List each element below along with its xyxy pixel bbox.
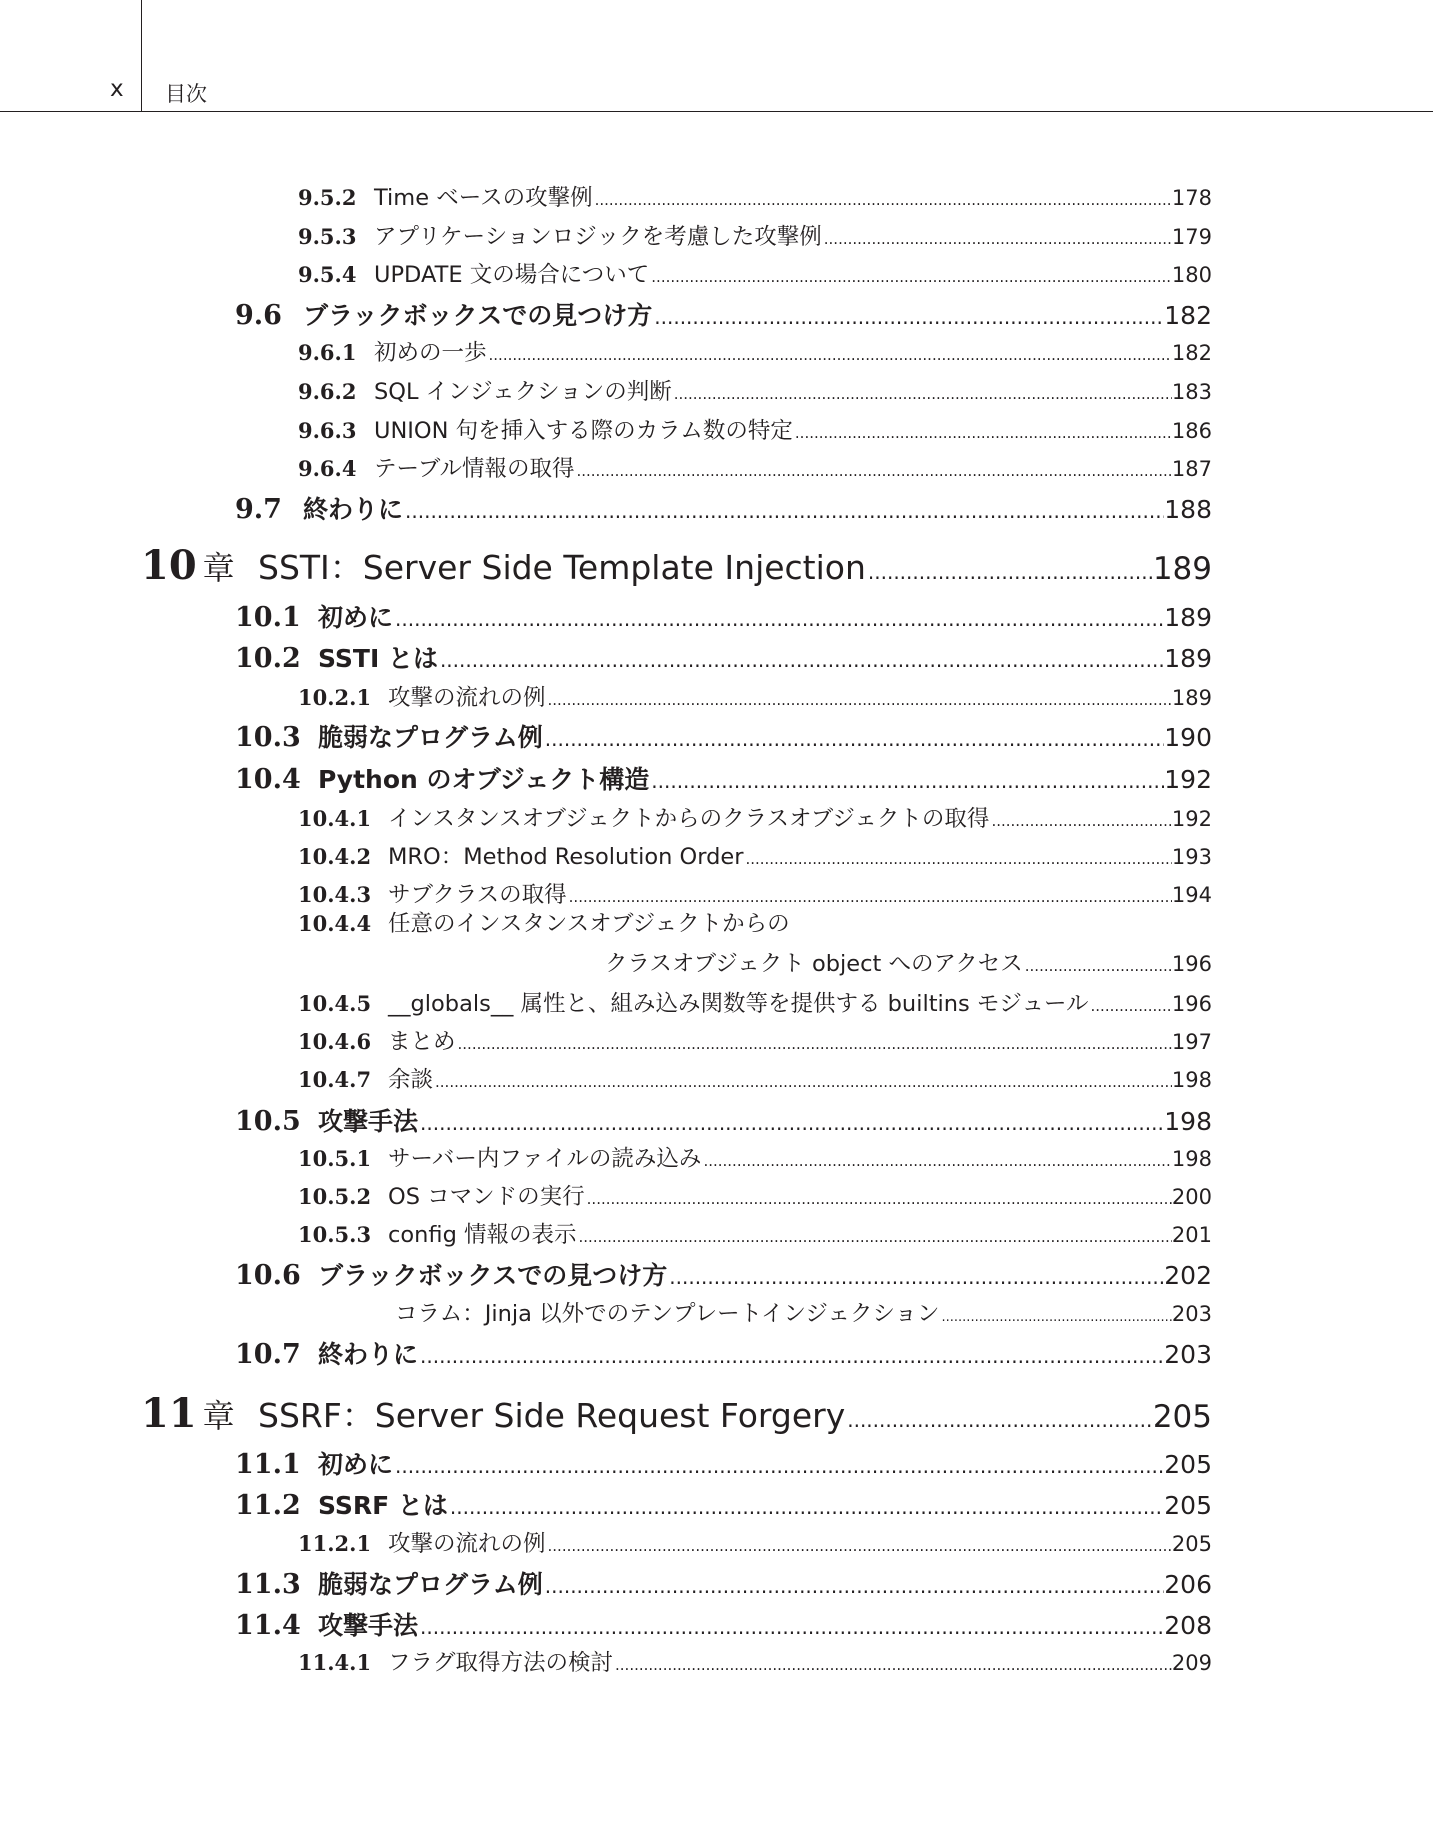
- toc-section[interactable]: [235, 1486, 1212, 1520]
- toc-section[interactable]: [235, 760, 1212, 794]
- entry-number: 9.5.2: [298, 185, 357, 210]
- entry-title: テーブル情報の取得: [374, 456, 575, 482]
- entry-title: OS コマンドの実行: [388, 1184, 585, 1210]
- toc-section[interactable]: [235, 718, 1212, 752]
- toc-section[interactable]: [235, 598, 1212, 632]
- entry-number-wrap: [298, 185, 374, 211]
- entry-title: Python のオブジェクト構造: [318, 765, 650, 794]
- dot-leader: [433, 1073, 1172, 1091]
- entry-number-wrap: [235, 764, 318, 795]
- dot-leader: [649, 769, 1164, 793]
- toc-section[interactable]: [235, 639, 1212, 673]
- entry-page-number: 200: [1171, 1185, 1212, 1209]
- entry-number-wrap: [298, 1146, 388, 1172]
- entry-number: 9.6: [235, 300, 282, 331]
- entry-number: 10.2: [235, 643, 301, 674]
- entry-number: 9.5.3: [298, 224, 357, 249]
- entry-page-number: 198: [1171, 1147, 1212, 1171]
- entry-page-number: 189: [1171, 686, 1212, 710]
- entry-number-wrap: [298, 844, 388, 870]
- page-number: x: [110, 76, 124, 102]
- dot-leader: [393, 1454, 1164, 1478]
- entry-title: __globals__ 属性と、組み込み関数等を提供する builtins モジュール: [388, 991, 1089, 1017]
- toc-subsection[interactable]: [298, 219, 1212, 249]
- entry-number: 10.4: [235, 764, 301, 795]
- dot-leader: [672, 385, 1172, 403]
- entry-number-wrap: [298, 1222, 388, 1248]
- entry-page-number: 205: [1164, 1491, 1212, 1520]
- dot-leader: [456, 1035, 1172, 1053]
- entry-number-wrap: [298, 418, 374, 444]
- dot-leader: [649, 268, 1172, 286]
- entry-number: 9.7: [235, 494, 282, 525]
- toc-section[interactable]: [235, 1102, 1212, 1136]
- entry-page-number: 198: [1171, 1068, 1212, 1092]
- entry-page-number: 194: [1171, 883, 1212, 907]
- entry-number-wrap: [235, 1260, 318, 1291]
- entry-title: 攻撃の流れの例: [388, 1531, 546, 1557]
- toc-subsection[interactable]: [298, 1526, 1212, 1556]
- entry-number-wrap: [298, 806, 388, 832]
- entry-title: 攻撃手法: [318, 1611, 419, 1640]
- entry-number-wrap: [298, 882, 388, 908]
- entry-page-number: 197: [1171, 1030, 1212, 1054]
- entry-number-wrap: [298, 1184, 388, 1210]
- toc-subsection[interactable]: [298, 257, 1212, 287]
- entry-title-line2: クラスオブジェクト object へのアクセス: [605, 951, 1023, 977]
- entry-number: 9.5.4: [298, 262, 357, 287]
- dot-leader: [543, 1574, 1165, 1598]
- entry-title: 初めの一歩: [374, 340, 487, 366]
- entry-title: コラム：Jinja 以外でのテンプレートインジェクション: [395, 1301, 940, 1327]
- toc-subsection[interactable]: [298, 180, 1212, 210]
- dot-leader: [866, 560, 1153, 584]
- entry-title: 脆弱なプログラム例: [318, 1570, 543, 1599]
- entry-number: 10.4.7: [298, 1067, 372, 1092]
- dot-leader: [585, 1190, 1172, 1208]
- entry-page-number: 186: [1171, 419, 1212, 443]
- entry-number-wrap: [235, 643, 318, 674]
- toc-column[interactable]: [395, 1296, 1212, 1326]
- toc-chapter[interactable]: [141, 1390, 1212, 1437]
- entry-title: まとめ: [388, 1029, 456, 1055]
- entry-page-number: 182: [1164, 301, 1212, 330]
- entry-page-number: 196: [1171, 952, 1212, 976]
- entry-title: サブクラスの取得: [388, 882, 567, 908]
- dot-leader: [448, 1495, 1164, 1519]
- entry-number-wrap: [298, 991, 388, 1017]
- entry-number-wrap: [235, 494, 303, 525]
- chapter-mark: 章: [202, 1397, 235, 1435]
- entry-number: 10: [141, 542, 197, 589]
- entry-page-number: 190: [1164, 723, 1212, 752]
- entry-number: 10.7: [235, 1339, 301, 1370]
- toc-subsection[interactable]: [298, 413, 1212, 443]
- entry-title-line1: 任意のインスタンスオブジェクトからの: [388, 911, 790, 937]
- dot-leader: [543, 727, 1165, 751]
- entry-page-number: 209: [1171, 1651, 1212, 1675]
- entry-number: 11.1: [235, 1449, 301, 1480]
- toc-subsection[interactable]: [298, 451, 1212, 481]
- dot-leader: [652, 305, 1164, 329]
- dot-leader: [393, 607, 1164, 631]
- dot-leader: [574, 462, 1171, 480]
- entry-number: 11.4.1: [298, 1650, 372, 1675]
- dot-leader: [403, 499, 1164, 523]
- entry-page-number: 188: [1164, 495, 1212, 524]
- entry-title: MRO：Method Resolution Order: [388, 844, 744, 870]
- toc-subsection[interactable]: [298, 986, 1212, 1016]
- entry-page-number: 180: [1171, 263, 1212, 287]
- dot-leader: [418, 1615, 1164, 1639]
- toc-subsection[interactable]: [298, 1141, 1212, 1171]
- dot-leader: [546, 691, 1172, 709]
- entry-title: サーバー内ファイルの読み込み: [388, 1146, 702, 1172]
- toc-subsection[interactable]: [298, 1217, 1212, 1247]
- entry-title: Time ベースの攻撃例: [374, 185, 593, 211]
- entry-number: 10.4.6: [298, 1029, 372, 1054]
- entry-page-number: 205: [1164, 1450, 1212, 1479]
- toc-subsection[interactable]: [298, 1645, 1212, 1675]
- entry-number-wrap: [298, 456, 374, 482]
- toc-subsection[interactable]: [298, 877, 1212, 907]
- entry-title: インスタンスオブジェクトからのクラスオブジェクトの取得: [388, 806, 990, 832]
- entry-page-number: 189: [1164, 603, 1212, 632]
- entry-title: 初めに: [318, 603, 394, 632]
- entry-number-wrap: [298, 1067, 388, 1093]
- entry-page-number: 182: [1171, 341, 1212, 365]
- entry-title: 攻撃手法: [318, 1107, 419, 1136]
- entry-title: 終わりに: [303, 495, 404, 524]
- entry-title: SSTI とは: [318, 644, 438, 673]
- dot-leader: [438, 648, 1164, 672]
- toc-subsection[interactable]: [298, 335, 1212, 365]
- dot-leader: [701, 1152, 1171, 1170]
- entry-number: 10.5.2: [298, 1184, 372, 1209]
- toc-section[interactable]: [235, 1565, 1212, 1599]
- dot-leader: [418, 1111, 1164, 1135]
- toc-subsection[interactable]: [298, 839, 1212, 869]
- entry-page-number: 201: [1171, 1223, 1212, 1247]
- toc-entry[interactable]: [605, 946, 1212, 976]
- toc-subsection[interactable]: [298, 680, 1212, 710]
- entry-page-number: 192: [1171, 807, 1212, 831]
- entry-number: 10.5.3: [298, 1222, 372, 1247]
- entry-number: 10.2.1: [298, 685, 372, 710]
- entry-number: 10.3: [235, 722, 301, 753]
- toc-subsection[interactable]: [298, 1024, 1212, 1054]
- entry-number: 10.6: [235, 1260, 301, 1291]
- entry-number: 10.4.3: [298, 882, 372, 907]
- entry-page-number: 202: [1164, 1261, 1212, 1290]
- entry-number-wrap: [298, 1531, 388, 1557]
- entry-number-wrap: [235, 1106, 318, 1137]
- toc-chapter[interactable]: [141, 542, 1212, 589]
- dot-leader: [577, 1228, 1172, 1246]
- entry-number: 9.6.1: [298, 340, 357, 365]
- entry-title: ブラックボックスでの見つけ方: [318, 1261, 668, 1290]
- dot-leader: [418, 1344, 1164, 1368]
- toc-section[interactable]: [235, 1445, 1212, 1479]
- toc-entry-line1: [298, 906, 790, 938]
- entry-page-number: 208: [1164, 1611, 1212, 1640]
- entry-page-number: 189: [1164, 644, 1212, 673]
- entry-number-wrap: [235, 602, 318, 633]
- entry-number: 10.5: [235, 1106, 301, 1137]
- entry-title: ブラックボックスでの見つけ方: [303, 301, 653, 330]
- entry-number-wrap: [298, 340, 374, 366]
- dot-leader: [822, 230, 1172, 248]
- chapter-mark: 章: [202, 549, 235, 587]
- entry-number: 11: [141, 1390, 197, 1437]
- entry-number-wrap: [235, 1569, 318, 1600]
- entry-number: 10.5.1: [298, 1146, 372, 1171]
- entry-number-wrap: [141, 1390, 258, 1437]
- dot-leader: [487, 346, 1172, 364]
- entry-number-wrap: [298, 379, 374, 405]
- entry-number: 10.1: [235, 602, 301, 633]
- entry-number-wrap: [298, 1029, 388, 1055]
- dot-leader: [546, 1537, 1172, 1555]
- entry-title: 攻撃の流れの例: [388, 685, 546, 711]
- entry-number-wrap: [298, 685, 388, 711]
- dot-leader: [845, 1408, 1153, 1432]
- dot-leader: [667, 1265, 1164, 1289]
- entry-title: 脆弱なプログラム例: [318, 723, 543, 752]
- entry-title: UPDATE 文の場合について: [374, 262, 650, 288]
- entry-number-wrap: [235, 1339, 318, 1370]
- entry-page-number: 193: [1171, 845, 1212, 869]
- toc-section[interactable]: [235, 1606, 1212, 1640]
- entry-number-wrap: [298, 1650, 388, 1676]
- entry-title: SSRF：Server Side Request Forgery: [258, 1396, 846, 1435]
- entry-page-number: 187: [1171, 457, 1212, 481]
- entry-number: 11.4: [235, 1610, 301, 1641]
- dot-leader: [743, 850, 1171, 868]
- entry-title: UNION 句を挿入する際のカラム数の特定: [374, 418, 793, 444]
- toc-section[interactable]: [235, 490, 1212, 524]
- toc-subsection[interactable]: [298, 374, 1212, 404]
- entry-number: 9.6.4: [298, 456, 357, 481]
- entry-title: SSTI：Server Side Template Injection: [258, 548, 866, 587]
- entry-page-number: 183: [1171, 380, 1212, 404]
- entry-page-number: 196: [1171, 992, 1212, 1016]
- entry-title: アプリケーションロジックを考慮した攻撃例: [374, 224, 822, 250]
- entry-number-wrap: [235, 722, 318, 753]
- entry-number-wrap: [141, 542, 258, 589]
- dot-leader: [793, 424, 1172, 442]
- toc-subsection[interactable]: [298, 1179, 1212, 1209]
- dot-leader: [613, 1656, 1172, 1674]
- entry-number-wrap: [235, 300, 303, 331]
- running-head: 目次: [165, 82, 207, 106]
- dot-leader: [593, 191, 1172, 209]
- entry-number: 9.6.3: [298, 418, 357, 443]
- entry-number-wrap: [235, 1610, 318, 1641]
- entry-page-number: 206: [1164, 1570, 1212, 1599]
- toc-section[interactable]: [235, 1335, 1212, 1369]
- entry-number: 10.4.2: [298, 844, 372, 869]
- entry-number: 10.4.1: [298, 806, 372, 831]
- dot-leader: [940, 1310, 1172, 1325]
- entry-title: 余談: [388, 1067, 434, 1093]
- entry-title: config 情報の表示: [388, 1222, 577, 1248]
- entry-page-number: 203: [1171, 1302, 1212, 1326]
- entry-number: 9.6.2: [298, 379, 357, 404]
- entry-page-number: 205: [1152, 1399, 1212, 1435]
- entry-page-number: 192: [1164, 765, 1212, 794]
- toc-section[interactable]: [235, 296, 1212, 330]
- entry-page-number: 179: [1171, 225, 1212, 249]
- entry-number: 10.4.5: [298, 991, 372, 1016]
- dot-leader: [989, 812, 1171, 830]
- dot-leader: [567, 888, 1172, 906]
- toc-subsection[interactable]: [298, 801, 1212, 831]
- toc-section[interactable]: [235, 1256, 1212, 1290]
- entry-title: 初めに: [318, 1450, 394, 1479]
- entry-number-wrap: [235, 1449, 318, 1480]
- entry-page-number: 178: [1171, 186, 1212, 210]
- entry-number-wrap: [298, 224, 374, 250]
- toc-subsection[interactable]: [298, 1062, 1212, 1092]
- dot-leader: [1089, 997, 1172, 1015]
- entry-title: 終わりに: [318, 1340, 419, 1369]
- entry-title: フラグ取得方法の検討: [388, 1650, 614, 1676]
- entry-page-number: 198: [1164, 1107, 1212, 1136]
- entry-title: SSRF とは: [318, 1491, 448, 1520]
- entry-number: 11.2.1: [298, 1531, 372, 1556]
- entry-number-wrap: [298, 262, 374, 288]
- dot-leader: [1023, 957, 1172, 975]
- entry-title: SQL インジェクションの判断: [374, 379, 672, 405]
- entry-number: 11.2: [235, 1490, 301, 1521]
- entry-number: 10.4.4: [298, 911, 372, 936]
- entry-number-wrap: [235, 1490, 318, 1521]
- entry-page-number: 189: [1152, 551, 1212, 587]
- entry-page-number: 203: [1164, 1340, 1212, 1369]
- entry-number: 11.3: [235, 1569, 301, 1600]
- entry-page-number: 205: [1171, 1532, 1212, 1556]
